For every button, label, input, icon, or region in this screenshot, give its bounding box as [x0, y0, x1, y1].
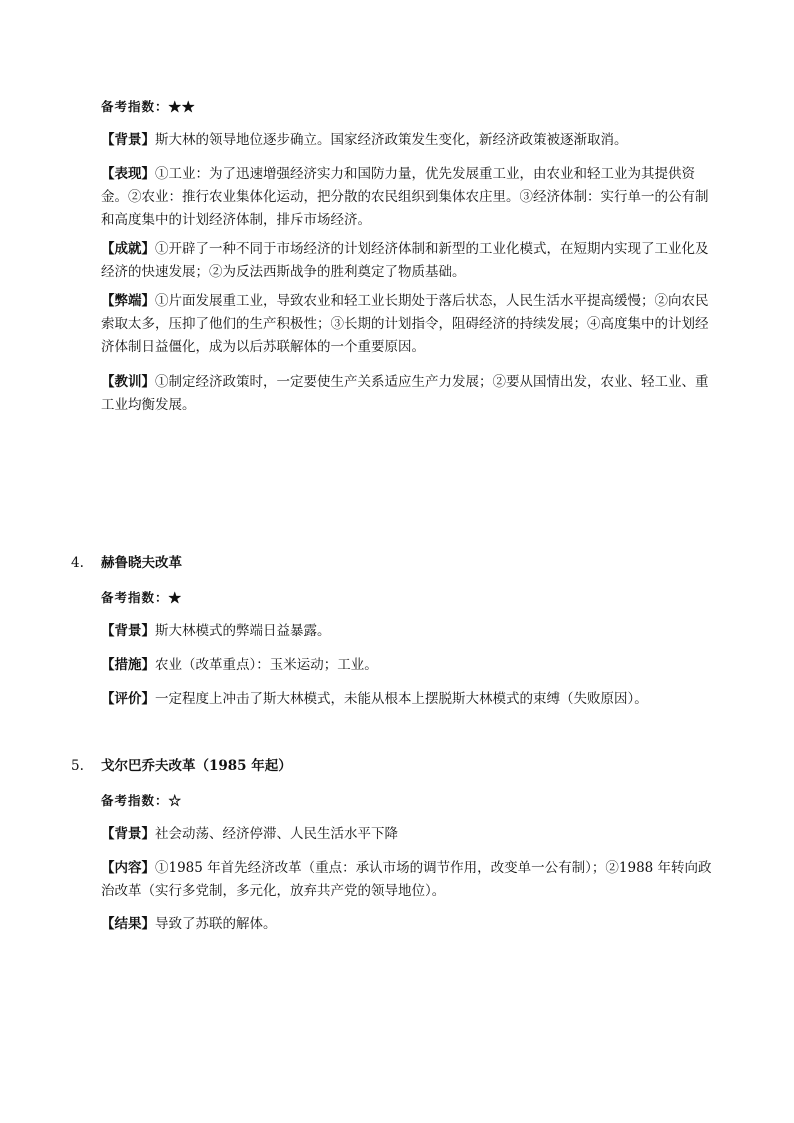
section-number: 5.: [71, 758, 84, 774]
section5-background: [101, 823, 719, 846]
tag-label: 【措施】: [101, 657, 155, 673]
tag-label: 【背景】: [101, 623, 155, 639]
section-number: 4.: [71, 555, 84, 571]
section4-background: [101, 620, 719, 643]
section4-stars: 备考指数：★: [101, 590, 183, 605]
paragraph-text: ①1985 年首先经济改革（重点：承认市场的调节作用，改变单一公有制）；②1988 年转向政治改革（实行多党制，多元化，放弃共产党的领导地位）。: [101, 860, 712, 899]
section3-achievement: [101, 238, 719, 284]
tag-label: 【成就】: [101, 241, 155, 257]
paragraph-text: 一定程度上冲击了斯大林模式，未能从根本上摆脱斯大林模式的束缚（失败原因）。: [155, 691, 648, 707]
section4-evaluation: [101, 688, 719, 711]
section3-performance: [101, 163, 719, 232]
tag-label: 【结果】: [101, 916, 155, 932]
paragraph-text: ①片面发展重工业，导致农业和轻工业长期处于落后状态，人民生活水平提高缓慢；②向农民索取太多，压抑了他们的生产积极性；③长期的计划指令，阻碍经济的持续发展；④高度集中的计划经济体制日益僵化，成为以后苏联解体的一个重要原因。: [101, 293, 709, 355]
paragraph-text: 农业（改革重点）：玉米运动；工业。: [155, 657, 378, 673]
section5-result: [101, 913, 719, 936]
section5-stars: 备考指数：☆: [101, 793, 183, 808]
paragraph-text: 社会动荡、经济停滞、人民生活水平下降: [155, 826, 398, 842]
section3-stars: 备考指数：★★: [101, 99, 196, 114]
section4-measures: [101, 654, 719, 677]
tag-label: 【背景】: [101, 132, 155, 148]
tag-label: 【弊端】: [101, 293, 155, 309]
section5-content: [101, 857, 719, 903]
paragraph-text: 斯大林的领导地位逐步确立。国家经济政策发生变化，新经济政策被逐渐取消。: [155, 132, 628, 148]
section3-background: [101, 129, 719, 152]
tag-label: 【教训】: [101, 374, 155, 390]
section4-heading: [71, 552, 182, 575]
paragraph-text: ①工业：为了迅速增强经济实力和国防力量，优先发展重工业，由农业和轻工业为其提供资金。②农业：推行农业集体化运动，把分散的农民组织到集体农庄里。③经济体制：实行单一的公有制和高度集中的计划经济体制，排斥市场经济。: [101, 166, 709, 228]
tag-label: 【表现】: [101, 166, 155, 182]
section3-drawbacks: [101, 290, 719, 359]
paragraph-text: 斯大林模式的弊端日益暴露。: [155, 623, 331, 639]
section5-heading: [71, 755, 292, 778]
section-title: 戈尔巴乔夫改革（1985 年起）: [101, 758, 292, 774]
section-title: 赫鲁晓夫改革: [101, 555, 182, 571]
paragraph-text: ①制定经济政策时，一定要使生产关系适应生产力发展；②要从国情出发，农业、轻工业、重工业均衡发展。: [101, 374, 709, 413]
paragraph-text: ①开辟了一种不同于市场经济的计划经济体制和新型的工业化模式，在短期内实现了工业化及经济的快速发展；②为反法西斯战争的胜利奠定了物质基础。: [101, 241, 709, 280]
paragraph-text: 导致了苏联的解体。: [155, 916, 277, 932]
tag-label: 【背景】: [101, 826, 155, 842]
tag-label: 【内容】: [101, 860, 155, 876]
tag-label: 【评价】: [101, 691, 155, 707]
section3-lessons: [101, 371, 719, 417]
